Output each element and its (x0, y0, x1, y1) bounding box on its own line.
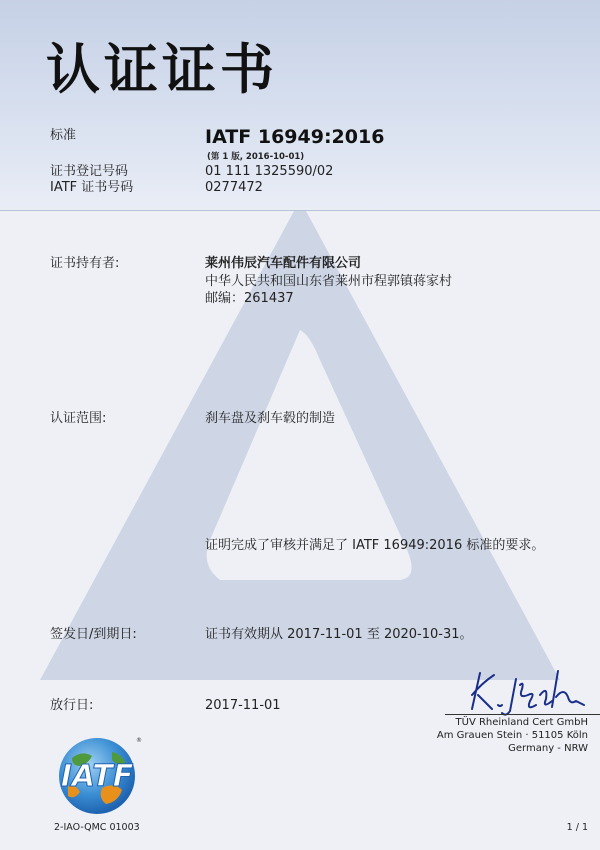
scope-label: 认证范围: (50, 411, 107, 426)
standard-label: 标准 (50, 128, 77, 143)
holder-address: 中华人民共和国山东省莱州市程郭镇蒋家村 (205, 274, 453, 289)
issuer-block (437, 716, 588, 755)
iatf-globe-logo (42, 728, 152, 823)
holder-company-name: 莱州伟辰汽车配件有限公司 (205, 256, 362, 271)
iatf-certificate-number-label: IATF 证书号码 (50, 180, 134, 195)
page-number: 1 / 1 (566, 822, 588, 833)
holder-postcode: 邮编：261437 (205, 291, 294, 306)
signature-line (445, 714, 600, 715)
holder-label: 证书持有者: (50, 256, 120, 271)
release-date-label: 放行日: (50, 698, 94, 713)
standard-value: IATF 16949:2016 (205, 126, 385, 148)
validity-value: 证书有效期从 2017-11-01 至 2020-10-31。 (205, 627, 473, 642)
issuer-country: Germany - NRW (508, 743, 588, 754)
compliance-statement: 证明完成了审核并满足了 IATF 16949:2016 标准的要求。 (205, 538, 545, 553)
iatf-logo-text: IATF (60, 759, 134, 794)
registration-number-label: 证书登记号码 (50, 164, 129, 179)
signature (458, 665, 598, 717)
logo-code: 2-IAO-QMC 01003 (54, 822, 140, 833)
certificate-title: 认证证书 (46, 38, 278, 101)
standard-edition: (第 1 版, 2016-10-01) (207, 152, 305, 162)
iatf-certificate-number-value: 0277472 (205, 180, 263, 195)
issuer-street: Am Grauen Stein · 51105 Köln (436, 730, 588, 741)
registration-number-value: 01 111 1325590/02 (205, 164, 334, 179)
issuer-name: TÜV Rheinland Cert GmbH (455, 717, 588, 728)
validity-label: 签发日/到期日: (50, 627, 137, 642)
scope-value: 刹车盘及刹车毂的制造 (205, 411, 336, 426)
release-date-value: 2017-11-01 (205, 698, 281, 713)
svg-text:®: ® (136, 737, 142, 744)
